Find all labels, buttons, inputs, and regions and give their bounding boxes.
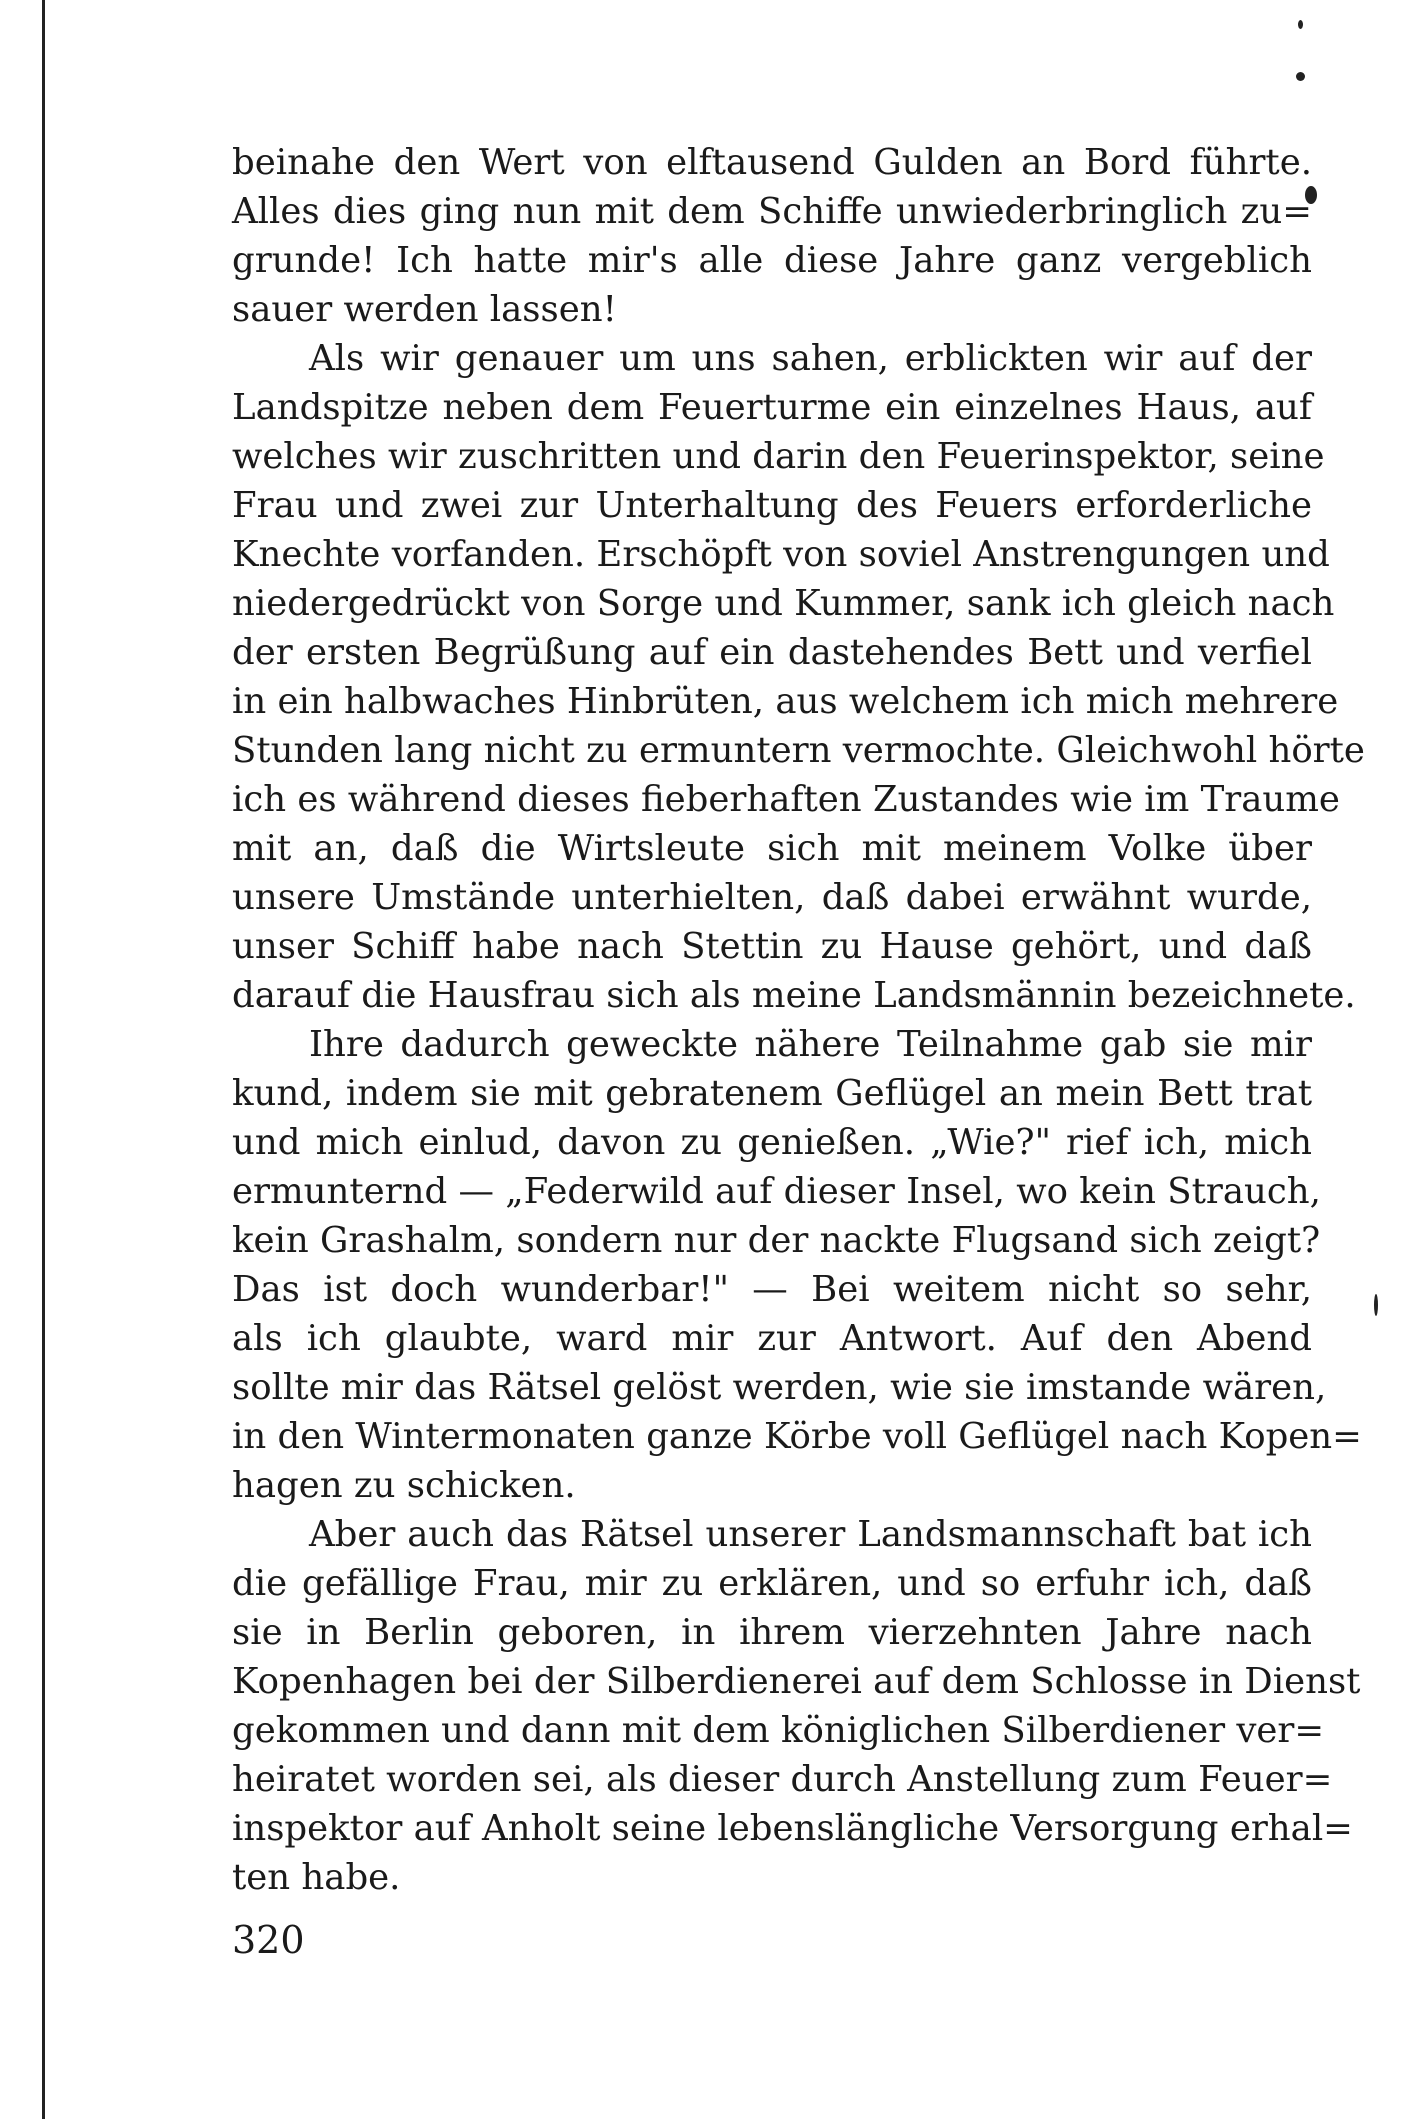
text-line: in ein halbwaches Hinbrüten, aus welchem ich mich mehrere xyxy=(232,681,1339,722)
text-line: unser Schiff habe nach Stettin zu Hause gehört, und daß xyxy=(232,926,1312,967)
text-line: Ihre dadurch geweckte nähere Teilnahme gab sie mir xyxy=(309,1024,1312,1065)
scan-speck xyxy=(1296,72,1305,81)
text-line: Als wir genauer um uns sahen, erblickten wir auf der xyxy=(309,338,1312,379)
text-line: sollte mir das Rätsel gelöst werden, wie sie imstande wären, xyxy=(232,1367,1327,1408)
text-line: kund, indem sie mit gebratenem Geflügel an mein Bett trat xyxy=(232,1073,1312,1114)
text-line: ich es während dieses fieberhaften Zustandes wie im Traume xyxy=(232,779,1340,820)
text-line: sauer werden lassen! xyxy=(232,289,617,330)
text-line: beinahe den Wert von elftausend Gulden an Bord führte. xyxy=(232,142,1312,183)
text-line: ermunternd — „Federwild auf dieser Insel, wo kein Strauch, xyxy=(232,1171,1321,1212)
text-line: in den Wintermonaten ganze Körbe voll Geflügel nach Kopen= xyxy=(232,1416,1362,1457)
text-line: ten habe. xyxy=(232,1857,401,1898)
text-line: kein Grashalm, sondern nur der nackte Flugsand sich zeigt? xyxy=(232,1220,1321,1261)
page-edge-line xyxy=(42,0,45,2119)
text-line: Aber auch das Rätsel unserer Landsmannschaft bat ich xyxy=(309,1514,1312,1555)
text-line: der ersten Begrüßung auf ein dastehendes Bett und verfiel xyxy=(232,632,1312,673)
scan-speck xyxy=(1374,1294,1378,1316)
text-line: unsere Umstände unterhielten, daß dabei erwähnt wurde, xyxy=(232,877,1312,918)
text-line: Knechte vorfanden. Erschöpft von soviel Anstrengungen und xyxy=(232,534,1330,575)
text-line: als ich glaubte, ward mir zur Antwort. Auf den Abend xyxy=(232,1318,1312,1359)
body-text xyxy=(232,138,1365,1902)
text-line: die gefällige Frau, mir zu erklären, und so erfuhr ich, daß xyxy=(232,1563,1312,1604)
text-line: und mich einlud, davon zu genießen. „Wie?" rief ich, mich xyxy=(232,1122,1312,1163)
text-line: grunde! Ich hatte mir's alle diese Jahre ganz vergeblich xyxy=(232,240,1312,281)
text-line: heiratet worden sei, als dieser durch Anstellung zum Feuer= xyxy=(232,1759,1333,1800)
page-number: 320 xyxy=(232,1918,305,1962)
text-line: Alles dies ging nun mit dem Schiffe unwiederbringlich zu= xyxy=(232,191,1312,232)
text-line: welches wir zuschritten und darin den Feuerinspektor, seine xyxy=(232,436,1325,477)
text-line: gekommen und dann mit dem königlichen Silberdiener ver= xyxy=(232,1710,1325,1751)
text-line: hagen zu schicken. xyxy=(232,1465,576,1506)
text-line: darauf die Hausfrau sich als meine Landsmännin bezeichnete. xyxy=(232,975,1356,1016)
text-line: sie in Berlin geboren, in ihrem vierzehnten Jahre nach xyxy=(232,1612,1312,1653)
text-line: mit an, daß die Wirtsleute sich mit meinem Volke über xyxy=(232,828,1312,869)
text-line: Kopenhagen bei der Silberdienerei auf dem Schlosse in Dienst xyxy=(232,1661,1361,1702)
text-line: inspektor auf Anholt seine lebenslängliche Versorgung erhal= xyxy=(232,1808,1353,1849)
scan-speck xyxy=(1298,20,1303,29)
text-line: niedergedrückt von Sorge und Kummer, sank ich gleich nach xyxy=(232,583,1335,624)
text-line: Landspitze neben dem Feuerturme ein einzelnes Haus, auf xyxy=(232,387,1312,428)
text-line: Das ist doch wunderbar!" — Bei weitem nicht so sehr, xyxy=(232,1269,1312,1310)
text-line: Stunden lang nicht zu ermuntern vermochte. Gleichwohl hörte xyxy=(232,730,1365,771)
text-line: Frau und zwei zur Unterhaltung des Feuers erforderliche xyxy=(232,485,1312,526)
